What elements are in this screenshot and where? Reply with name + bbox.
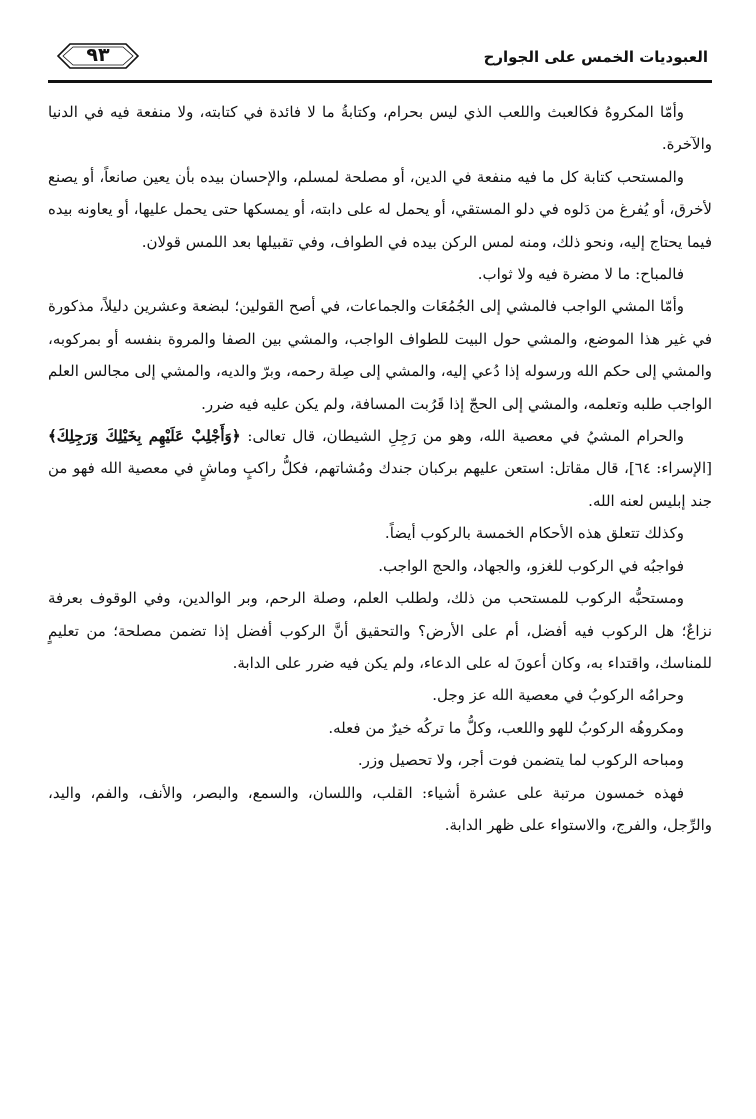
paragraph-riding-intro: وكذلك تتعلق هذه الأحكام الخمسة بالركوب أيضاً. <box>384 524 684 543</box>
paragraph-mustahab: والمستحب كتابة كل ما فيه منفعة في الدين، أو مصلحة لمسلم، والإحسان بيده بأن يعين صانعاً، أو يصنع لأخرق، أو يُفرغ من دَلوه في دلو المستقي، أو يحمل له على دابته، أو يمسكها حتى يحمل عليها، أو يعاونه بيده فيما يحتاج إليه، ونحو ذلك، ومنه لمس الركن بيده في الطواف، وفي تقبيلها بعد اللمس قولان. <box>48 167 712 251</box>
page-header <box>48 38 712 82</box>
paragraph-walking-haram <box>48 420 712 517</box>
haram-intro: والحرام المشيُ في معصية الله، وهو من رَجِلِ الشيطان، قال تعالى: <box>240 427 684 446</box>
verse-reference: [الإسراء: ٦٤] <box>628 459 712 478</box>
paragraph-mubah: فالمباح: ما لا مضرة فيه ولا ثواب. <box>477 265 684 284</box>
page-number-badge <box>56 42 140 70</box>
paragraph-riding-haram: وحرامُه الركوبُ في معصية الله عز وجل. <box>432 686 684 705</box>
haram-rest: ، قال مقاتل: استعن عليهم بركبان جندك ومُشاتهم، فكلُّ راكبٍ وماشٍ في معصية الله فهو من جند إبليس لعنه الله. <box>48 459 712 510</box>
paragraph-riding-mubah: ومباحه الركوب لما يتضمن فوت أجر، ولا تحصيل وزر. <box>357 751 684 770</box>
quran-verse: ﴿وَأَجْلِبْ عَلَيْهِم بِخَيْلِكَ وَرَجِلِكَ﴾ <box>48 427 241 446</box>
page-body <box>48 96 712 841</box>
paragraph-riding-mustahab: ومستحبُّه الركوب للمستحب من ذلك، ولطلب العلم، وصلة الرحم، وبر الوالدين، وفي الوقوف بعرفة نزاعٌ؛ هل الركوب فيه أفضل، أم على الأرض؟ والتحقيق أنَّ الركوب أفضل إذا تضمن مصلحة؛ من تعليمٍ للمناسك، واقتداء به، وكان أعونَ له على الدعاء، ولم يكن فيه ضرر على الدابة. <box>48 589 712 672</box>
paragraph-walking-wajib: وأمّا المشي الواجب فالمشي إلى الجُمُعَات والجماعات، في أصح القولين؛ لبضعة وعشرين دليلاً، مذكورة في غير هذا الموضع، والمشي حول البيت للطواف الواجب، والمشي بين الصفا والمروة بنفسه أو بمركوبه، والمشي إلى حكم الله ورسوله إذا دُعي إليه، والمشي إلى صِلة رحمه، وبرّ والديه، والمشي إلى مجالس العلم الواجب طلبه وتعلمه، والمشي إلى الحجّ إذا قَرُبت المسافة، ولم يكن عليه فيه ضرر. <box>48 297 712 413</box>
paragraph-riding-makruh: ومكروهُه الركوبُ للهو واللعب، وكلُّ ما تركُه خيرٌ من فعله. <box>328 718 684 737</box>
page-number: ٩٣ <box>86 44 110 66</box>
paragraph-makruh: وأمّا المكروهُ فكالعبث واللعب الذي ليس بحرام، وكتابةُ ما لا فائدة في كتابته، ولا منفعة فيه في الدنيا والآخرة. <box>48 103 712 154</box>
running-title: العبوديات الخمس على الجوارح <box>483 48 708 66</box>
paragraph-summary: فهذه خمسون مرتبة على عشرة أشياء: القلب، واللسان، والسمع، والبصر، والأنف، والفم، واليد، والرِّجل، والفرج، والاستواء على ظهر الدابة. <box>48 783 712 834</box>
paragraph-riding-wajib: فواجبُه في الركوب للغزو، والجهاد، والحج الواجب. <box>378 556 684 575</box>
header-rule <box>48 80 712 83</box>
